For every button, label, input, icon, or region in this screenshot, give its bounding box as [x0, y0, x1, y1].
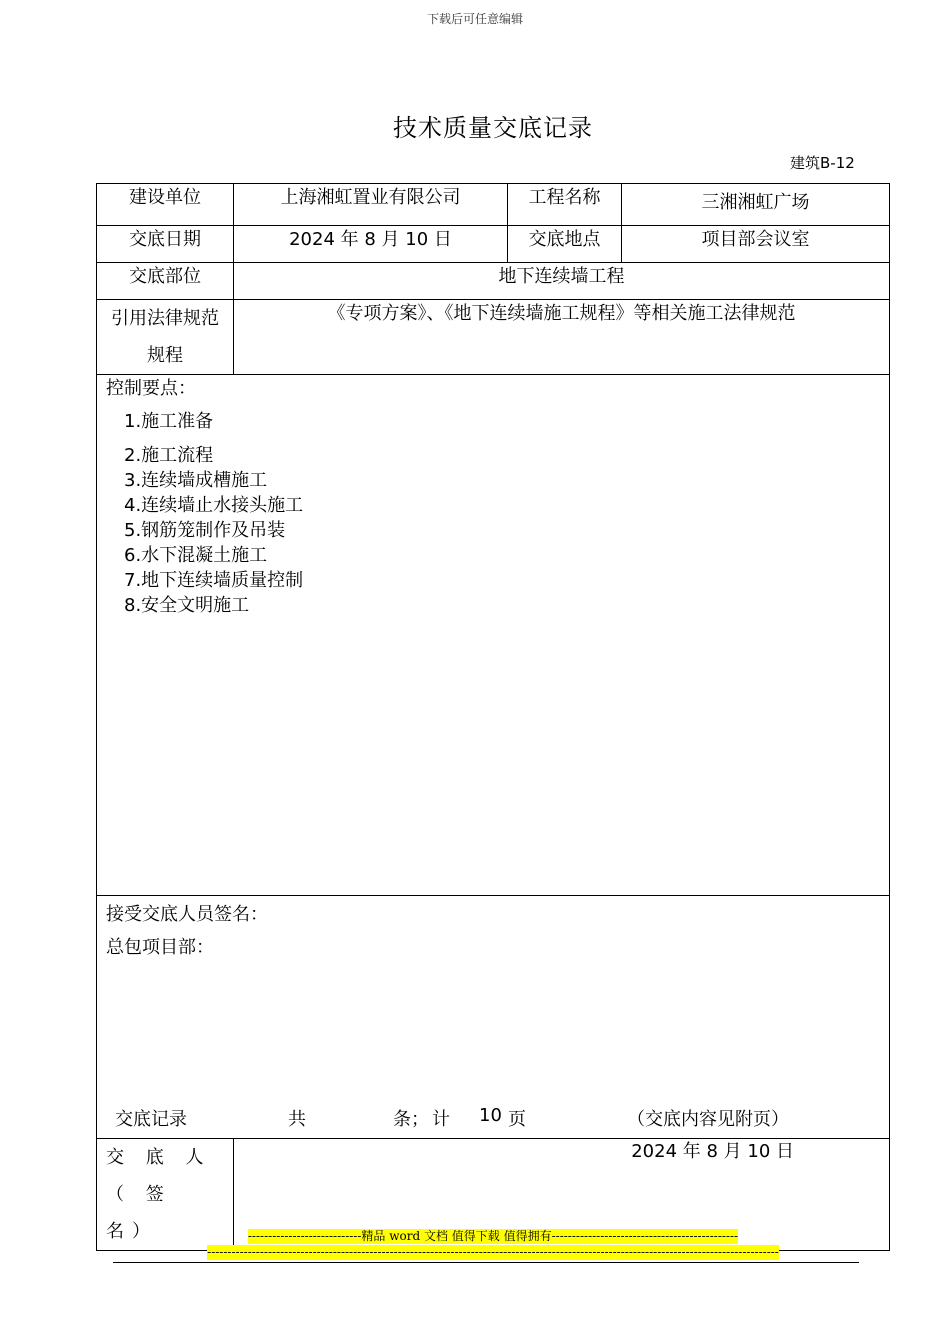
- count-tiao: 条；: [393, 1109, 429, 1130]
- law-label-line1: 引用法律规范: [111, 308, 219, 329]
- form-row-law: [97, 300, 890, 375]
- disclosure-form: [96, 183, 890, 1251]
- page-count: 10: [479, 1105, 502, 1126]
- law-value: 《专项方案》、《地下连续墙施工规程》等相关施工法律规范: [234, 300, 890, 375]
- form-row-control: [97, 375, 890, 896]
- law-label: [97, 300, 234, 375]
- control-item: 3.连续墙成槽施工: [124, 470, 268, 491]
- footer-rule: [113, 1262, 859, 1263]
- appendix-note: （交底内容见附页）: [627, 1109, 789, 1130]
- part-value: 地下连续墙工程: [234, 263, 890, 300]
- footer-banner: [0, 1229, 950, 1260]
- control-list: [124, 409, 889, 618]
- footer-line1: ----------------------------精品 word 文档 值得下载 值得拥有----------------------------------------------: [247, 1229, 739, 1243]
- form-row-signature: [97, 896, 890, 1139]
- discloser-label-line2: 名）: [106, 1221, 158, 1242]
- document-title: 技术质量交底记录: [393, 114, 593, 142]
- unit-value: 上海湘虹置业有限公司: [234, 184, 508, 226]
- place-value: 项目部会议室: [622, 226, 890, 263]
- control-item: 7.地下连续墙质量控制: [124, 570, 304, 591]
- header-note: 下载后可任意编辑: [426, 12, 523, 26]
- form-row-date: [97, 226, 890, 263]
- record-label: 交底记录: [115, 1109, 187, 1130]
- control-item: 6.水下混凝土施工: [124, 545, 268, 566]
- receivers-label: 接受交底人员签名：: [106, 904, 268, 925]
- control-points: [97, 375, 890, 896]
- count-ji: 计: [432, 1109, 450, 1130]
- count-gong: 共: [288, 1109, 306, 1130]
- law-label-line2: 规程: [147, 345, 183, 366]
- project-value: 三湘湘虹广场: [622, 184, 890, 226]
- signature-area: [97, 896, 890, 1139]
- control-item: 8.安全文明施工: [124, 595, 250, 616]
- date-label: 交底日期: [97, 226, 234, 263]
- place-label: 交底地点: [508, 226, 622, 263]
- general-contractor-label: 总包项目部：: [106, 937, 214, 958]
- date-value: 2024 年 8 月 10 日: [234, 226, 508, 263]
- footer-line2: ---------------------------------------------------------------------------------------------------------------------------------------------: [207, 1245, 779, 1259]
- control-item: 2.施工流程: [124, 445, 214, 466]
- form-row-unit: [97, 184, 890, 226]
- control-item: 4.连续墙止水接头施工: [124, 495, 304, 516]
- control-item: 1.施工准备: [124, 411, 214, 432]
- unit-label: 建设单位: [97, 184, 234, 226]
- form-code: 建筑B-12: [790, 154, 855, 172]
- project-label: 工程名称: [508, 184, 622, 226]
- page-unit: 页: [508, 1109, 526, 1130]
- part-label: 交底部位: [97, 263, 234, 300]
- discloser-label-line1: 交 底 人（ 签: [106, 1147, 212, 1205]
- control-title: 控制要点：: [106, 378, 196, 399]
- discloser-date: 2024 年 8 月 10 日: [234, 1139, 890, 1251]
- form-row-part: [97, 263, 890, 300]
- control-item: 5.钢筋笼制作及吊装: [124, 520, 286, 541]
